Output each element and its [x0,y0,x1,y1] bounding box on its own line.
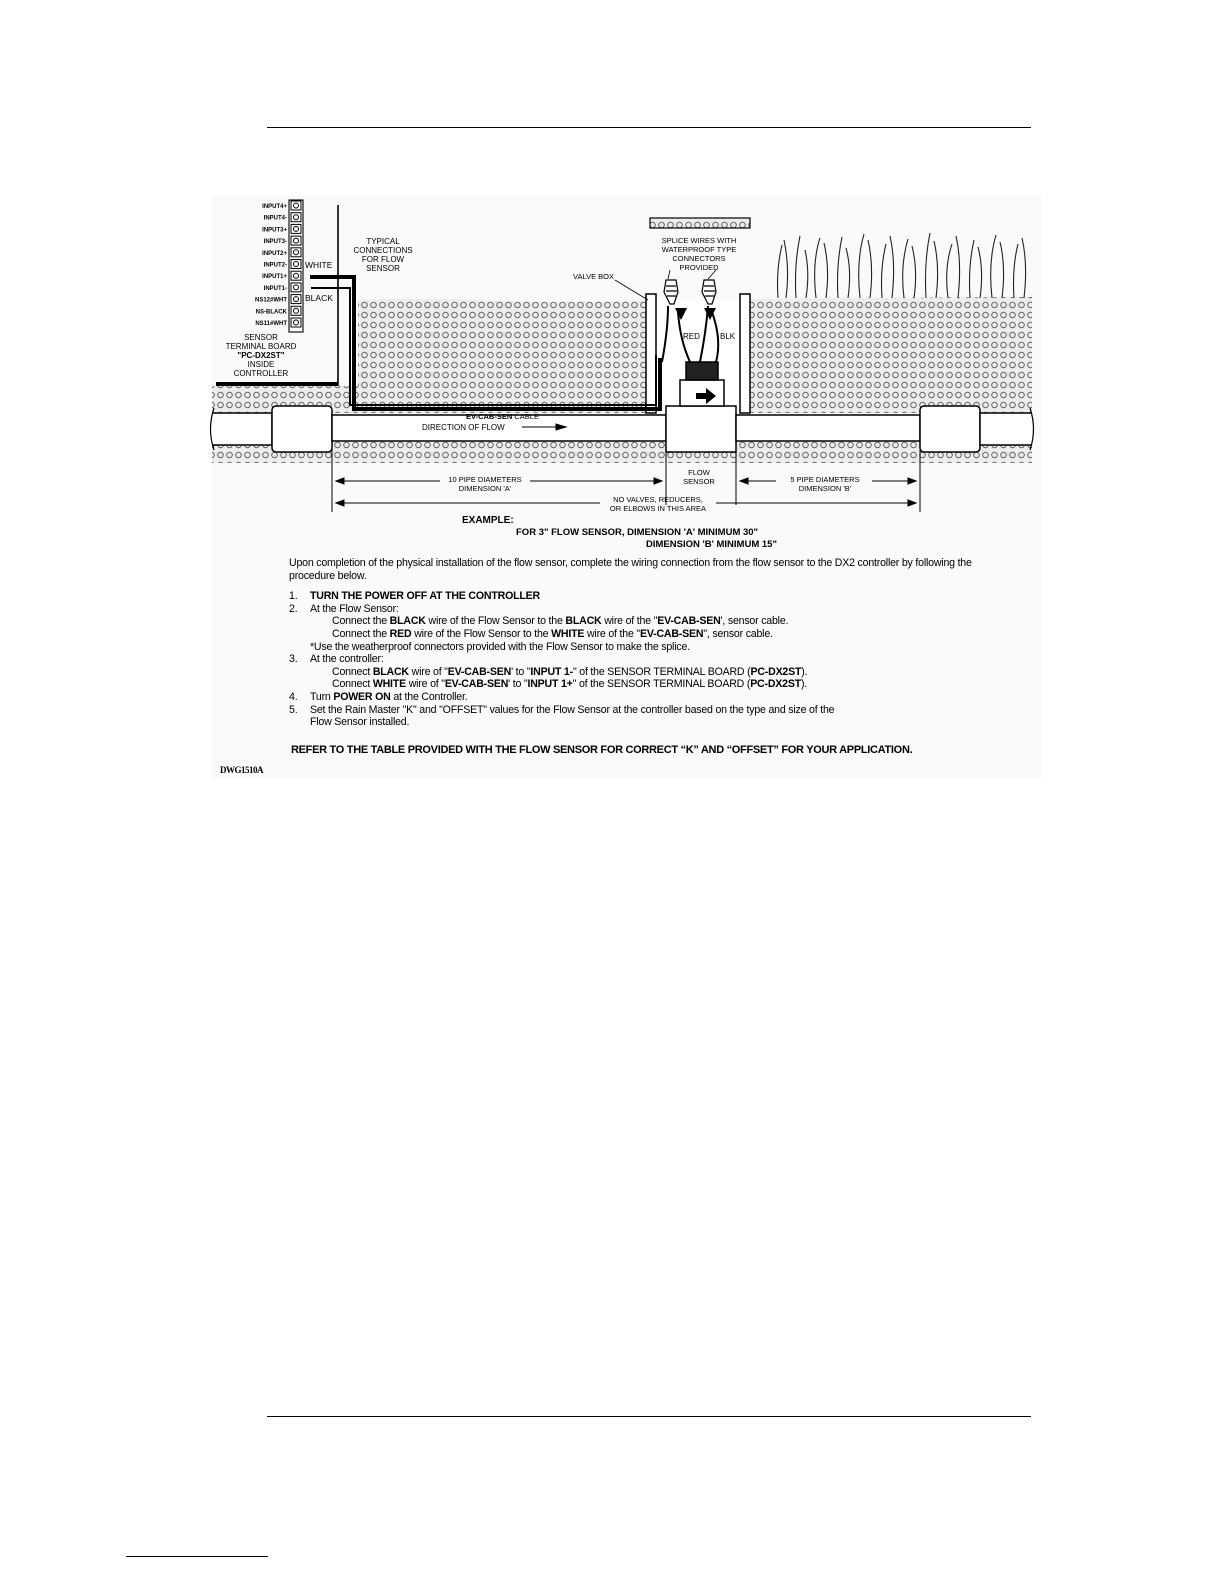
caption-line-2: TERMINAL BOARD [225,342,297,351]
procedure-text [289,557,1019,729]
step-2 [289,603,1019,616]
typical-connections-label [353,237,412,273]
step-2a-bold-1: BLACK [389,615,426,628]
dimension-a-label [448,475,521,493]
step-2b-bold-3: EV-CAB-SEN [639,627,704,640]
step-2b-text-1: Connect the [332,627,390,640]
step-3a-text-3: ' to " [511,665,531,678]
step-2a-text-4: ', sensor cable. [720,615,789,628]
step-3b [289,678,1019,691]
step-5-text: Set the Rain Master "K" and "OFFSET" values for the Flow Sensor at the controller based on the type and size of the [310,703,835,716]
step-1 [289,590,1019,603]
wire-white-label: WHITE [305,260,333,270]
caption-line-3: "PC-DX2ST" [237,351,285,360]
step-5-continuation: Flow Sensor installed. [310,716,410,729]
refer-notice: REFER TO THE TABLE PROVIDED WITH THE FLOW SENSOR FOR CORRECT “K” AND “OFFSET” FOR YOUR APPLICATION. [291,744,913,756]
terminal-screw-icon [291,201,301,210]
example-line-2: DIMENSION 'B' MINIMUM 15" [646,539,777,550]
caption-line-4: INSIDE [247,360,275,369]
step-1-text: TURN THE POWER OFF AT THE CONTROLLER [310,590,540,603]
step-2-text: At the Flow Sensor: [310,602,399,615]
example-line-1: FOR 3" FLOW SENSOR, DIMENSION 'A' MINIMUM 30" [516,527,759,538]
terminal-screw-icon [291,283,301,292]
step-3a-bold-4: PC-DX2ST [750,665,802,678]
step-2b-text-2: wire of the Flow Sensor to the [411,627,552,640]
step-3a-bold-1: BLACK [372,665,409,678]
step-3a [289,666,1019,679]
valve-box-label: VALVE BOX [573,272,614,281]
step-4-number: 4. [289,690,298,703]
splice-line-4: PROVIDED [679,263,719,272]
flow-sensor [680,362,724,406]
step-2b-text-4: ", sensor cable. [703,627,773,640]
terminal-label: INPUT4- [263,215,287,222]
step-3b-text-1: Connect [332,678,373,691]
typical-line-4: SENSOR [366,264,400,273]
step-3b-bold-3: INPUT 1+ [527,678,573,691]
direction-of-flow-label: DIRECTION OF FLOW [422,423,505,432]
splice-line-3: CONNECTORS [672,254,726,263]
step-2a [289,615,1019,628]
terminal-screw-icon [291,295,301,304]
step-2b-bold-2: WHITE [551,627,585,640]
no-valves-line-2: OR ELBOWS IN THIS AREA [609,504,707,513]
step-2a-text-2: wire of the Flow Sensor to the [425,615,566,628]
terminal-screw-icon [291,318,301,327]
step-3a-text-2: wire of " [408,665,448,678]
drawing-id: DWG1510A [220,765,263,775]
no-valves-label [610,495,706,513]
terminal-list [255,201,301,327]
step-3-number: 3. [289,653,298,666]
terminal-screw-icon [291,213,301,222]
dimension-b-label [790,475,859,493]
step-2a-text-1: Connect the [332,615,390,628]
splice-line-1: SPLICE WIRES WITH [661,236,737,245]
step-3b-bold-1: WHITE [372,678,406,691]
step-3b-bold-2: EV-CAB-SEN [444,678,509,691]
step-2b-text-3: wire of the " [584,627,640,640]
step-4-text-1: Turn [310,690,334,703]
terminal-screw-icon [291,306,301,315]
wire-black-label: BLACK [305,293,333,303]
step-3a-bold-2: EV-CAB-SEN [447,665,512,678]
step-4-text-2: at the Controller. [390,690,468,703]
step-2b [289,628,1019,641]
dim-b-line-2: DIMENSION 'B' [798,484,852,493]
terminal-screw-icon [291,236,301,245]
splice-label [662,236,737,272]
typical-line-2: CONNECTIONS [353,246,413,255]
step-5 [289,704,1019,717]
terminal-label: INPUT3+ [262,227,287,234]
flow-sensor-label [683,468,715,486]
cable-name: EV-CAB-SEN [466,412,513,421]
footnote-rule [126,1556,268,1557]
bottom-rule [267,1416,1031,1417]
splice-line-2: WATERPROOF TYPE [661,245,737,254]
terminal-label: INPUT1+ [262,274,287,281]
terminal-board-caption [226,333,297,378]
terminal-label: INPUT2+ [262,250,287,257]
step-3a-text-1: Connect [332,665,373,678]
terminal-screw-icon [291,271,301,280]
step-3b-bold-4: PC-DX2ST [750,678,801,691]
step-2a-bold-3: EV-CAB-SEN [657,615,721,628]
soil-left [358,299,646,413]
dim-b-line-1: 5 PIPE DIAMETERS [790,475,860,484]
terminal-label: INPUT1- [263,285,287,292]
step-3b-text-3: ' to " [508,678,528,691]
step-3b-text-2: wire of " [405,678,445,691]
red-wire-label: RED [683,332,700,341]
terminal-screw-icon [291,248,301,257]
cable-label [466,412,539,421]
flow-sensor-line-1: FLOW [688,468,710,477]
step-2-number: 2. [289,602,298,615]
dim-a-line-2: DIMENSION 'A' [458,484,512,493]
step-3-text: At the controller: [310,653,384,666]
caption-line-5: CONTROLLER [233,369,289,378]
valve-box-lid [650,218,750,228]
step-3a-bold-3: INPUT 1- [530,665,573,678]
terminal-label: NS-BLACK [255,309,287,316]
step-3b-text-4: " of the SENSOR TERMINAL BOARD ( [572,678,751,691]
valve-box-wall-left [646,294,656,413]
terminal-label: NS11#WHT [255,321,287,327]
soil-right [740,297,1032,413]
step-2a-text-3: wire of the " [601,615,658,628]
step-3a-text-4: " of the SENSOR TERMINAL BOARD ( [572,665,751,678]
terminal-label: INPUT2- [263,262,287,269]
intro-paragraph: Upon completion of the physical installation of the flow sensor, complete the wiring connection from the flow sensor to the DX2 controller by following the procedure below. [289,557,972,582]
soil-bottom [212,439,1032,463]
terminal-label: INPUT4+ [262,204,287,210]
step-1-number: 1. [289,590,298,603]
step-4 [289,691,1019,704]
step-2b-bold-1: RED [389,627,412,640]
typical-line-1: TYPICAL [366,237,400,246]
grass-icon [778,233,1026,298]
terminal-screw-icon [291,224,301,233]
blk-wire-label: BLK [720,332,736,341]
step-4-bold-1: POWER ON [333,690,391,703]
typical-line-3: FOR FLOW [361,255,405,264]
flow-sensor-line-2: SENSOR [683,477,715,486]
no-valves-line-1: NO VALVES, REDUCERS, [613,495,703,504]
step-5-number: 5. [289,703,298,716]
caption-line-1: SENSOR [244,333,278,342]
terminal-label: INPUT3- [263,239,287,246]
valve-box-wall-right [740,294,750,413]
step-2-note: *Use the weatherproof connectors provided with the Flow Sensor to make the splice. [310,640,690,653]
dim-a-line-1: 10 PIPE DIAMETERS [448,475,522,484]
cable-suffix: CABLE [512,412,539,421]
step-2a-bold-2: BLACK [565,615,602,628]
terminal-label: NS12#WHT [254,297,287,304]
step-3a-text-5: ). [801,665,808,678]
step-3b-text-5: ). [800,678,808,691]
step-3 [289,653,1019,666]
terminal-screw-icon [291,260,301,269]
example-heading: EXAMPLE: [462,515,514,526]
